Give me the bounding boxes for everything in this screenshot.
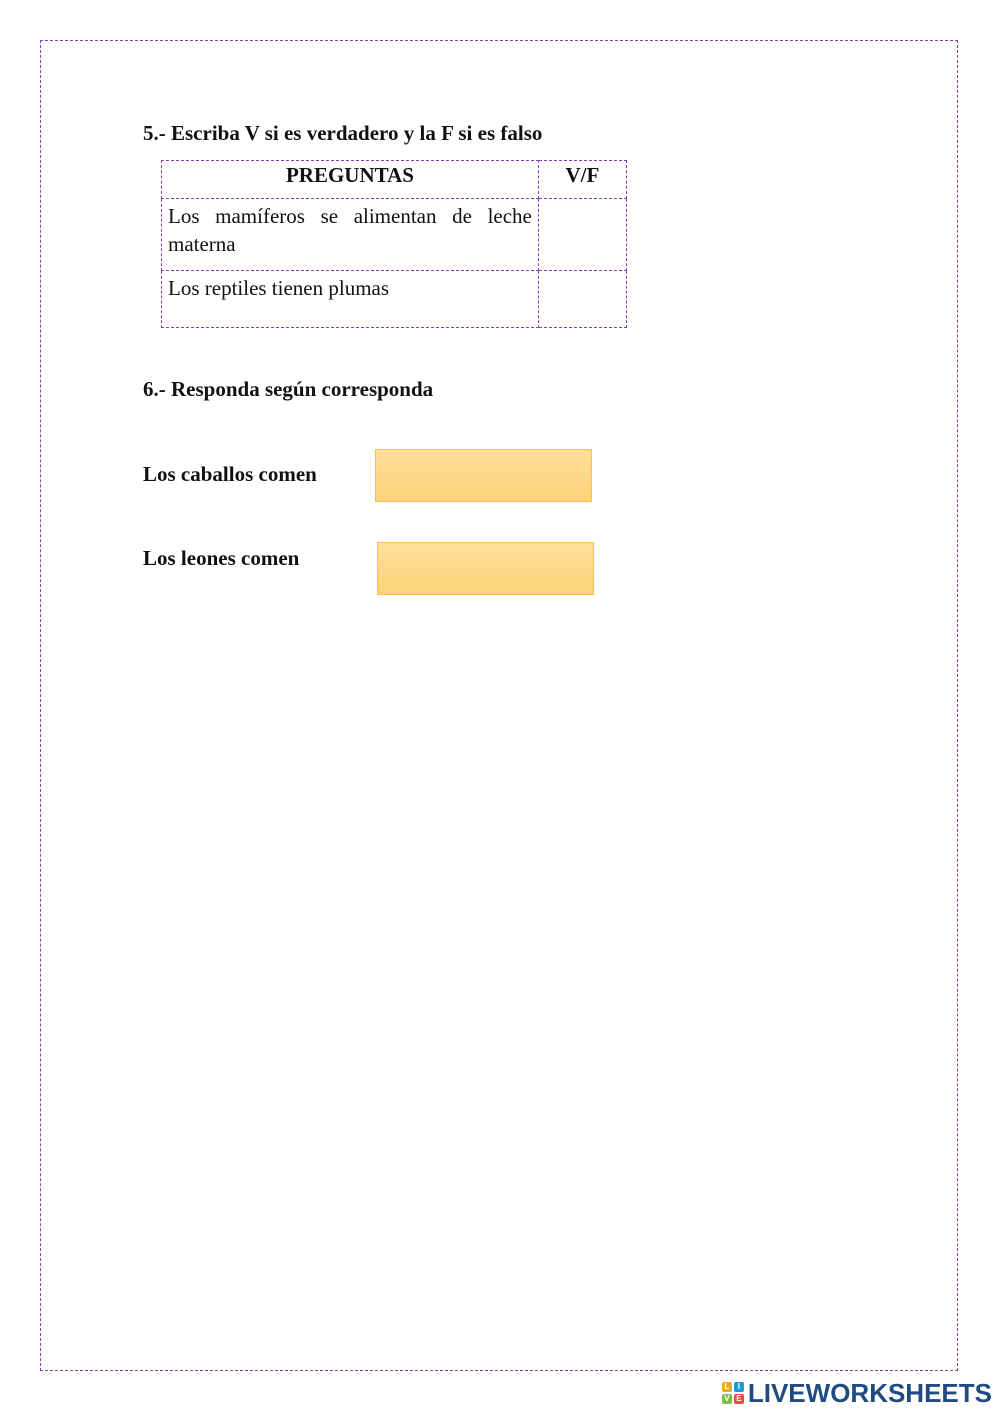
logo-letter: L <box>722 1382 732 1392</box>
section-6-title: 6.- Responda según corresponda <box>143 377 434 401</box>
table-row <box>162 271 627 328</box>
liveworksheets-logo <box>722 1379 992 1407</box>
question-cell: Los reptiles tienen plumas <box>162 271 539 328</box>
table-header-row <box>162 161 627 199</box>
logo-letter: I <box>734 1382 744 1392</box>
logo-mark-icon <box>722 1382 744 1404</box>
answer-cell-2[interactable] <box>538 271 626 328</box>
answer-cell-1[interactable] <box>538 199 626 271</box>
header-vf: V/F <box>538 161 626 199</box>
true-false-table <box>161 160 627 328</box>
lions-eat-answer-box[interactable] <box>377 542 594 595</box>
lions-eat-label: Los leones comen <box>143 546 300 570</box>
logo-text: LIVEWORKSHEETS <box>747 1377 992 1408</box>
horses-eat-answer-box[interactable] <box>375 449 592 502</box>
logo-letter: E <box>734 1394 744 1404</box>
horses-eat-label: Los caballos comen <box>143 462 317 486</box>
header-preguntas: PREGUNTAS <box>162 161 539 199</box>
table-row <box>162 199 627 271</box>
question-cell: Los mamíferos se alimentan de leche materna <box>162 199 539 271</box>
section-5-title: 5.- Escriba V si es verdadero y la F si es falso <box>143 121 543 145</box>
logo-letter: V <box>722 1394 732 1404</box>
